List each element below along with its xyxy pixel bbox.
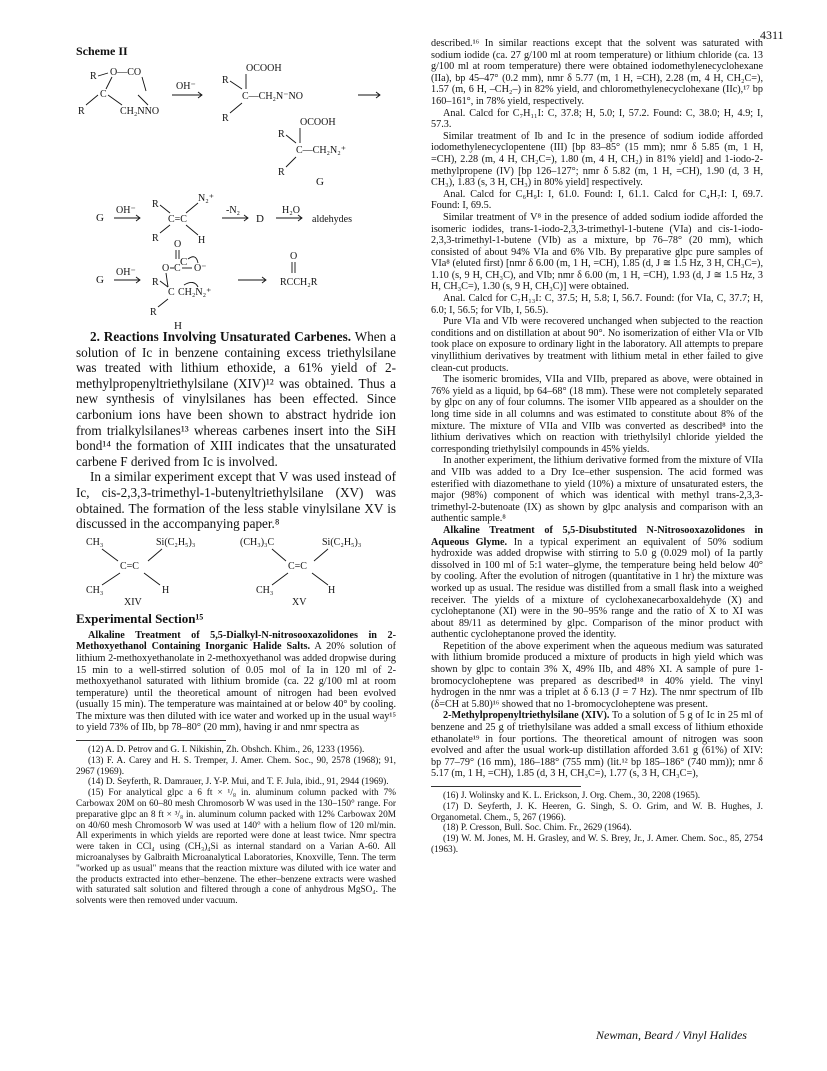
right-paragraph-10: Alkaline Treatment of 5,5-Disubstituted N-Nitrosooxazolidones in Aqueous Glyme. In a typical experiment an equivalent of 50% sodium hydroxide was added dropwise with stirring to 5.0 g (0.029 mol) of Ia partly dissolved in 100 ml of 5:1 water–glyme, the temperature being held below 40° by cooling. After the evolution of nitrogen (quantitative in 1 hr) the mixture was worked up as usual. The residue was distilled from a small flask into a weighed receiver. The yields of a mixture of cyclohexanecarboxaldehyde (X) and cycloheptanone (XI) were in the 90–95% range and the ratio of X to XI was about 89/11 as determined by glpc. Comparison of the minor product with authentic cycloheptanone proved the identity. [431,524,763,641]
footnote-rule [76,740,226,741]
scheme-label-d: D [256,213,264,225]
scheme-r: R [152,199,159,210]
right-paragraph-5: Similar treatment of V⁸ in the presence of added sodium iodide afforded the isomeric iodides, trans-1-iodo-2,3,3-trimethyl-1-butene (VIa) and cis-1-iodo-2,3,3-trimethyl-1-butene (VIb) as a mixture, bp 76–78° (20 mm), which consisted of about 94% VIa and 6% VIb. By preparative glpc pure samples of VIa⁸ (eluted first) [nmr δ 6.00 (m, 1 H, =CH), 1.85 (d, J ≅ 1.5 Hz, 3 H, CH₃C=), 1.10 (s, 9 H, CH₃C), and VIb; nmr δ 6.00 (m, 1 H, =CH), 1.93 (d, J ≅ 1.5 Hz, 3 H, CH₃C=), 1.30 (s, 9 H, CH₃C)] were obtained. [431,211,763,293]
scheme-rcch2r: RCCH₂R [280,277,318,288]
xiv-h: H [162,584,170,596]
xv-label: XV [292,596,307,605]
right-paragraph-11: Repetition of the above experiment when the aqueous medium was saturated with lithium bromide produced a mixture of products in high yield which was shown by glpc to contain 3% X, 49% IIb, and 48% XI. A sample of pure 1-bromocycloheptene was prepared as described¹⁸ in 40% yield. The vinyl hydrogen in the nmr was a triplet at δ 6.13 (J = 7 Hz). The nmr spectrum of IIb (δ=CH at 5.80)¹⁶ showed that no 1-bromocycloheptene was present. [431,640,763,710]
footnote-rule [431,786,581,787]
xiv-label: XIV [124,596,142,605]
scheme-n2-plus: N₂⁺ [198,193,214,204]
scheme-r: R [152,233,159,244]
scheme-c-eq-c: C=C [168,214,187,225]
scheme-oh-minus: OH⁻ [116,267,136,278]
scheme-label-g: G [316,176,324,188]
right-paragraph-7: Pure VIa and VIb were recovered unchanged when subjected to the reaction conditions and on distillation at about 90°. No isomerization of either VIa or VIb took place on exposure to ordinary light in the laboratory. All attempts to prepare vinyllithium derivatives by treatment with lithium metal in ether failed to give clean-cut products. [431,316,763,374]
footnote-19: (19) W. M. Jones, M. H. Grasley, and W. S. Brey, Jr., J. Amer. Chem. Soc., 85, 2754 (1963). [431,834,763,855]
right-column [431,38,763,856]
right-paragraph-2: Anal. Calcd for C₇H₁₁I: C, 37.8; H, 5.0; I, 57.2. Found: C, 38.0; H, 4.9; I, 57.3. [431,107,763,131]
right-paragraph-3: Similar treatment of Ib and Ic in the presence of sodium iodide afforded iodomethylenecyclopentene (III) [bp 83–85° (15 mm); nmr δ 5.85 (m, 1 H, =CH), 2.28 (m, 4 H, CH₂C=), 1.80 (m, 4 H, CH₂) in 81% yield] and 1-iodo-2-methylpropene (IV) [bp 126–127°; nmr δ 5.82 (m, 1 H, =CH), 1.90 (d, 3 H, CH₃), 1.83 (s, 3 H, CH₃) in 80% yield] respectively. [431,130,763,189]
scheme-o-atom: O [162,263,170,274]
xv-ch3: CH₃ [256,584,274,596]
scheme-o-atom: O [174,239,182,250]
scheme-oh-minus: OH⁻ [116,205,136,216]
scheme-r: R [150,307,157,318]
right-paragraph-12: 2-Methylpropenyltriethylsilane (XIV). To a solution of 5 g of Ic in 25 ml of benzene and 25 g of triethylsilane was added a small excess of lithium ethoxide ethanolate¹⁹ in four portions. The theoretical amount of nitrogen was soon evolved and after the usual work-up distillation afforded 3.61 g (61%) of XIV: bp 77–79° (16 mm), 186–188° (755 mm) (lit.¹² bp 185–186° (740 mm)); nmr δ 5.17 (m, 1 H, =CH), 1.85 (d, 3 H, CH₃C=), 1.77 (s, 3 H, CH₃C=), [431,710,763,780]
scheme-r: R [222,113,229,124]
scheme-o-atom: O [290,251,298,262]
right-paragraph-8: The isomeric bromides, VIIa and VIIb, prepared as above, were obtained in 76% yield as a liquid, bp 64–68° (18 mm). These were not completely separated by glpc on any of four columns. The isomer VIIb appeared as a shoulder on the long time side in all columns and was estimated to constitute about 8% of the mixture. The mixture of VIIa and VIIb was converted as described⁸ into the lithium derivatives which on reaction with triethylsilyl chloride yielded the corresponding triethylsilyl compounds in 45% yields. [431,374,763,455]
scheme-label-c: C [180,256,188,268]
scheme-ch2nno: CH₂NNO [120,106,160,117]
scheme-ocooh: OCOOH [300,117,336,128]
page-number: 4311 [760,28,784,42]
scheme-ch2n2-plus: C—CH₂N₂⁺ [296,145,347,156]
footnote-12: (12) A. D. Petrov and G. I. Nikishin, Zh. Obshch. Khim., 26, 1233 (1956). [88,745,365,756]
scheme-h2o: H₂O [282,205,300,216]
scheme-label-g: G [96,274,104,286]
scheme-o-co: O—CO [110,67,142,78]
footnote-16: (16) J. Wolinsky and K. L. Erickson, J. Org. Chem., 30, 2208 (1965). [443,791,701,801]
run-in-heading: Alkaline Treatment of 5,5-Disubstituted N-Nitrosooxazolidones in Aqueous Glyme. [431,524,763,548]
right-paragraph-6: Anal. Calcd for C₇H₁₃I: C, 37.5; H, 5.8; I, 56.7. Found: (for VIa, C, 37.7; H, 6.0; I, 56.5; for VIb, I, 56.5). [431,293,763,316]
scheme-ch2n2p: CH₂N₂⁺ [178,287,212,298]
right-paragraph-9: In another experiment, the lithium derivative formed from the mixture of VIIa and VIIb was added to a Dry Ice–ether suspension. The acid formed was esterified with diazomethane to yield (10%) a mixture of unsaturated esters, the major (98%) component of which was identical with methyl trans-2,3,3-trimethyl-2-butenoate (IX) as shown by glpc analysis and comparison with an authentic sample.⁸ [431,455,763,525]
footnote-17: (17) D. Seyferth, J. K. Heeren, G. Singh, S. O. Grim, and W. B. Hughes, J. Organometal. Chem., 5, 267 (1966). [431,801,763,823]
scheme-c-atom: C [168,287,175,298]
structures-xiv-xv [76,535,396,605]
footnote-13: (13) F. A. Carey and H. S. Tremper, J. Amer. Chem. Soc., 90, 2578 (1968); 91, 2967 (1969). [76,755,396,777]
experimental-paragraph-1: Alkaline Treatment of 5,5-Dialkyl-N-nitrosooxazolidones in 2-Methoxyethanol Containing Inorganic Halide Salts. A 20% solution of lithium 2-methoxyethanolate in 2-methoxyethanol was added dropwise during 15 min to a well-stirred solution of 0.05 mol of Ia in 120 ml of 2-methoxyethanol saturated with lithium bromide (ca. 22 g/100 ml at room temperature) until the theoretical amount of nitrogen had been evolved (usually 15 min). The temperature was maintained at or below 40° by cooling. The mixture was then diluted with ice water and worked up in the usual way¹⁵ to yield 73% of IIb, bp 78–80° (20 mm), having ir and nmr spectra as [76,629,396,734]
xv-c-eq-c: C=C [288,560,307,572]
right-paragraph-4: Anal. Calcd for C₆H₉I: I, 61.0. Found: I, 61.1. Calcd for C₄H₇I: I, 69.7. Found: I, 69.5. [431,188,763,212]
scheme-ii-diagram [76,59,396,329]
scheme-r: R [278,167,285,178]
xv-h: H [328,584,336,596]
xv-tbu: (CH₃)₃C [240,536,275,548]
scheme-aldehydes: aldehydes [312,214,352,225]
scheme-ch2n-no: C—CH₂N⁻NO [242,91,303,102]
section2-title: 2. Reactions Involving Unsaturated Carbenes. [90,329,352,344]
scheme-title: Scheme II [76,44,128,58]
run-in-heading: 2-Methylpropenyltriethylsilane (XIV). [443,710,610,722]
right-paragraph-1: described.¹⁶ In similar reactions except that the solvent was saturated with sodium iodide (ca. 27 g/100 ml at room temperature) or lithium chloride (ca. 13 g/100 ml at room temperature) there were obtained iodomethylenecyclohexane (IIa), bp 45–47° (0.2 mm), nmr δ 5.77 (m, 1 H, =CH), 2.28 (m, 4 H, CH₂C=), 1.57 (m, 6 H, –CH₂–) in 82% yield, and chloromethylenecyclohexane (IIc),¹⁷ bp 160–161°, in 78% yield, respectively. [431,38,763,107]
footnote-15: (15) For analytical glpc a 6 ft × ¹/₈ in. aluminum column packed with 7% Carbowax 20M on 60–80 mesh Chromosorb W was used in the 130–150° range. For preparative glpc an 8 ft × ³/₈ in. aluminum column packed with 12% Carbowax 20M on 40/60 mesh Chromosorb W was used at 140° with a helium flow of 120 ml/min. All experiments in which yields are reported were done at least twice. Nmr spectra were taken in CCl₄ using (CH₃)₄Si as internal standard on a Varian A-60. All microanalyses by Galbraith Microanalytical Laboratories, Knoxville, Tenn. The term "worked up as usual" means that the reaction mixture was diluted with ice water and the products extracted into ether–benzene. The ether–benzene extracts were washed with saturated salt solution and filtered through a cone of anhydrous MgSO₄. The solvents were then removed under vacuum. [76,788,396,907]
running-footer: Newman, Beard / Vinyl Halides [596,1028,747,1042]
scheme-h-atom: H [198,235,206,246]
scheme-minus-n2: -N₂ [226,205,241,216]
scheme-r: R [78,106,85,117]
scheme-r: R [90,71,97,82]
run-in-heading: Alkaline Treatment of 5,5-Dialkyl-N-nitrosooxazolidones in 2-Methoxyethanol Containing Inorganic Halide Salts. [76,629,396,653]
xiv-c-eq-c: C=C [120,560,139,572]
footnote-18: (18) P. Cresson, Bull. Soc. Chim. Fr., 2629 (1964). [443,823,632,834]
scheme-c-atom: C [100,89,107,100]
scheme-c-atom: C [174,263,181,274]
xiv-sieth3: Si(C₂H₅)₃ [156,536,196,548]
section2-paragraph-1: 2. Reactions Involving Unsaturated Carbenes. When a solution of Ic in benzene containing excess triethylsilane was treated with lithium ethoxide, a 61% yield of 2-methylpropenyltriethylsilane (XIV)¹² was obtained. Thus a new synthesis of vinylsilanes has been effected. Since carbonium ions have been shown to abstract hydride ion from trialkylsilanes¹³ whereas carbenes insert into the SiH bond¹⁴ the formation of XIII indicates that the unsaturated carbene F derived from Ic is involved. [76,329,396,469]
left-column [76,38,396,907]
scheme-r: R [222,75,229,86]
xv-sieth3: Si(C₂H₅)₃ [322,536,362,548]
scheme-label-h: H [174,320,182,329]
scheme-oh-minus: OH⁻ [176,81,196,92]
experimental-section-title: Experimental Section¹⁵ [76,610,204,626]
scheme-o-minus: O⁻ [194,263,207,274]
footnote-14: (14) D. Seyferth, R. Damrauer, J. Y-P. Mui, and T. F. Jula, ibid., 91, 2944 (1969). [88,777,389,788]
scheme-r: R [152,277,159,288]
xiv-ch3-top: CH₃ [86,536,104,548]
scheme-r: R [278,129,285,140]
section2-paragraph-2: In a similar experiment except that V was used instead of Ic, cis-2,3,3-trimethyl-1-butenyltriethylsilane (XV) was obtained. The formation of the less stable vinylsilane XV is discussed in the accompanying paper.⁸ [76,469,396,532]
xiv-ch3-bottom: CH₃ [86,584,104,596]
scheme-ocooh: OCOOH [246,63,282,74]
scheme-label-g: G [96,212,104,224]
